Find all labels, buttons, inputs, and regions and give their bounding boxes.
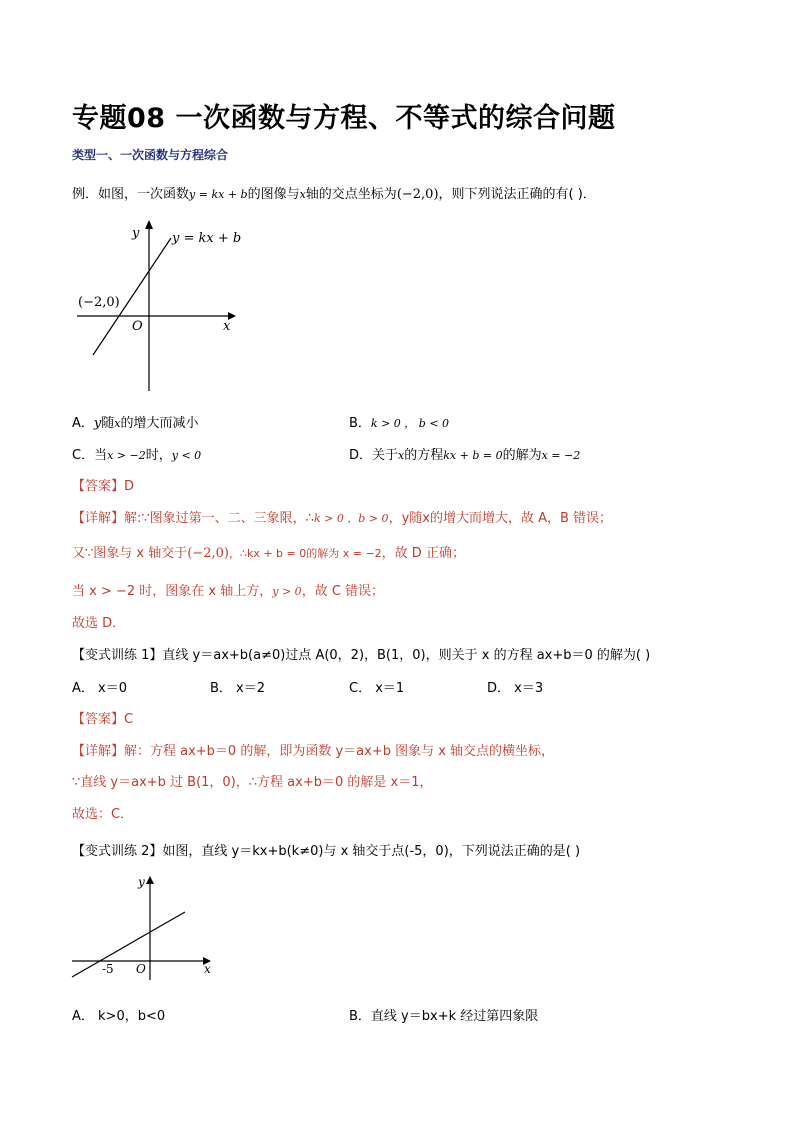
graph1-point-label: (−2,0) bbox=[78, 295, 120, 310]
variant-1-option-c: C． x＝1 bbox=[349, 681, 405, 696]
graph1-origin-label: O bbox=[132, 319, 143, 334]
variant-1-detail-1: 【详解】解：方程 ax+b＝0 的解，即为函数 y＝ax+b 图象与 x 轴交点的横坐标， bbox=[72, 744, 555, 759]
graph1-y-label: y bbox=[132, 226, 140, 241]
detail-1-line-3: 当 x > −2 时，图象在 x 轴上方，y > 0，故 C 错误； bbox=[72, 584, 385, 599]
variant-2-option-a: A． k>0，b<0 bbox=[72, 1009, 166, 1024]
option-b: B．k > 0 ， b < 0 bbox=[349, 416, 450, 431]
variant-2-option-b: B．直线 y＝bx+k 经过第四象限 bbox=[349, 1009, 539, 1024]
graph2-y-label: y bbox=[138, 875, 145, 889]
answer-1: 【答案】D bbox=[72, 479, 135, 494]
graph1-function-label: y = kx + b bbox=[172, 231, 242, 246]
variant-1-option-d: D． x＝3 bbox=[487, 681, 544, 696]
page-title: 专题08 一次函数与方程、不等式的综合问题 bbox=[72, 103, 616, 134]
variant-1-option-b: B． x＝2 bbox=[210, 681, 266, 696]
option-d: D．关于x的方程kx + b = 0的解为x = −2 bbox=[349, 448, 581, 463]
variant-1-option-a: A． x＝0 bbox=[72, 681, 127, 696]
graph1-y-arrow-icon bbox=[145, 220, 153, 229]
section-subtitle: 类型一、一次函数与方程综合 bbox=[72, 148, 229, 162]
detail-1-line-4: 故选 D． bbox=[72, 616, 126, 631]
graph2-origin-label: O bbox=[136, 962, 146, 976]
graph1-x-label: x bbox=[223, 319, 231, 334]
variant-1-question: 【变式训练 1】直线 y＝ax+b(a≠0)过点 A(0，2)，B(1，0)，则关于 x 的方程 ax+b＝0 的解为( ) bbox=[72, 648, 651, 663]
graph-1 bbox=[70, 215, 260, 395]
variant-2-question: 【变式训练 2】如图，直线 y＝kx+b(k≠0)与 x 轴交于点(-5，0)，下列说法正确的是( ) bbox=[72, 844, 581, 859]
variant-1-detail-3: 故选：C． bbox=[72, 807, 134, 822]
variant-1-answer: 【答案】C bbox=[72, 712, 134, 727]
graph-2 bbox=[68, 870, 228, 985]
graph2-line bbox=[72, 912, 185, 977]
option-a: A．y随x的增大而减小 bbox=[72, 416, 199, 431]
graph2-y-arrow-icon bbox=[146, 876, 154, 884]
graph2-x-label: x bbox=[204, 962, 211, 976]
variant-1-detail-2: ∵直线 y＝ax+b 过 B(1，0)，∴方程 ax+b＝0 的解是 x＝1， bbox=[72, 775, 433, 790]
detail-1-line-1: 【详解】解:∵图象过第一、二、三象限，∴k > 0 ，b > 0，y随x的增大而增大，故 A，B 错误； bbox=[72, 511, 613, 526]
graph2-minus5-label: -5 bbox=[102, 962, 114, 976]
example-question: 例．如图，一次函数y = kx + b的图像与x轴的交点坐标为(−2,0)，则下列说法正确的有( )． bbox=[72, 187, 596, 202]
option-c: C．当x > −2时，y < 0 bbox=[72, 448, 202, 463]
detail-1-line-2: 又∵图象与 x 轴交于(−2,0)，∴kx + b = 0的解为 x = −2，故 D 正确； bbox=[72, 546, 465, 561]
